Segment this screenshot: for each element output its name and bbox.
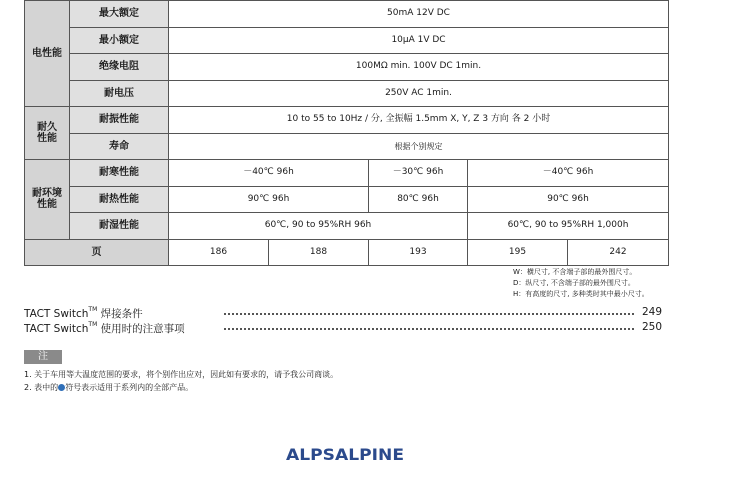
value-humidity-1: 60℃, 90 to 95%RH 96h [169,213,468,240]
page-link-4[interactable]: 195 [468,239,568,266]
value-voltage: 250V AC 1min. [169,80,669,107]
value-cold-2: －30℃ 96h [369,160,468,187]
label-insulation: 绝缘电阻 [70,54,169,81]
page-link-3[interactable]: 193 [369,239,468,266]
value-heat-2: 80℃ 96h [369,186,468,213]
page-link-2[interactable]: 188 [269,239,369,266]
value-min-rating: 10μA 1V DC [169,27,669,54]
group-durability: 耐久 性能 [25,107,70,160]
label-heat: 耐热性能 [70,186,169,213]
label-voltage: 耐电压 [70,80,169,107]
value-cold-1: －40℃ 96h [169,160,369,187]
page-link-1[interactable]: 186 [169,239,269,266]
label-life: 寿命 [70,133,169,160]
toc-soldering-rest: 焊接条件 [97,308,143,320]
note-2-start: 2. 表中的 [24,383,59,392]
toc-leader-dots [224,328,634,330]
toc-soldering-tm: TM [88,306,98,313]
toc-leader-dots [224,313,634,315]
group-environmental: 耐环境 性能 [25,160,70,240]
toc-precautions-title: TACT Switch [24,323,89,335]
value-max-rating: 50mA 12V DC [169,1,669,28]
label-vibration: 耐振性能 [70,107,169,134]
toc-soldering[interactable] [24,306,664,320]
value-humidity-2: 60℃, 90 to 95%RH 1,000h [468,213,669,240]
legend-d: D：纵尺寸, 不含端子部的最外围尺寸。 [513,279,635,287]
value-vibration: 10 to 55 to 10Hz / 分, 全振幅 1.5mm X, Y, Z 3 方向 各 2 小时 [169,107,669,134]
toc-precautions-tm: TM [88,321,98,328]
toc-soldering-page: 249 [641,306,662,318]
label-max-rating: 最大额定 [70,1,169,28]
note-2 [24,382,193,393]
value-cold-3: －40℃ 96h [468,160,669,187]
label-humidity: 耐湿性能 [70,213,169,240]
page-link-5[interactable]: 242 [568,239,669,266]
label-cold: 耐寒性能 [70,160,169,187]
toc-precautions[interactable] [24,321,664,335]
notes-badge: 注 [24,350,62,364]
value-insulation: 100MΩ min. 100V DC 1min. [169,54,669,81]
legend-w: W：横尺寸, 不含端子部的最外围尺寸。 [513,268,637,276]
svg-text:ALPSALPINE: ALPSALPINE [286,445,404,464]
note-1: 1. 关于车用等大温度范围的要求，将个别作出应对，因此如有要求的，请予我公司商谈。 [24,370,339,379]
legend-h: H：有高度的尺寸, 多种类时其中最小尺寸。 [513,290,649,298]
label-page: 页 [25,239,169,266]
label-min-rating: 最小额定 [70,27,169,54]
spec-table [24,0,669,266]
alpsalpine-logo [286,441,406,465]
group-electrical: 电性能 [25,1,70,107]
toc-soldering-title: TACT Switch [24,308,89,320]
toc-precautions-page: 250 [641,321,662,333]
toc-precautions-rest: 使用时的注意事项 [97,323,185,335]
value-life: 根据个别规定 [169,133,669,160]
note-2-end: 符号表示适用于系列内的全部产品。 [65,383,194,392]
value-heat-1: 90℃ 96h [169,186,369,213]
value-heat-3: 90℃ 96h [468,186,669,213]
